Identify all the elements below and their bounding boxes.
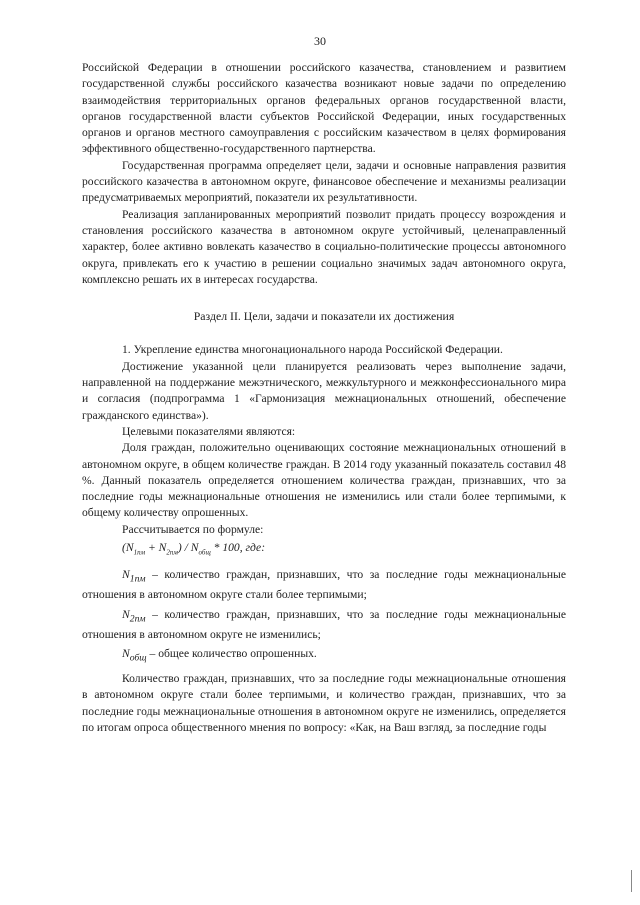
section-heading: Раздел II. Цели, задачи и показатели их достижения [193,309,455,324]
paragraph: Рассчитывается по формуле: [122,522,264,536]
formula-variable-definition: $N_{2пм}$ – количество граждан, признавших, что за последние годы межнациональные отношения в автономном округе не изменились; [82,607,566,642]
paragraph: Государственная программа определяет цели, задачи и основные направления развития российского казачества в автономном округе, финансовое обеспечение и механизмы реализации предусматриваемых мероприятий, показатели их результативности. [82,158,566,205]
formula-variable-definition: $N_{1пм}$ – количество граждан, признавших, что за последние годы межнациональные отношения в автономном округе стали более терпимыми; [82,567,566,602]
formula-variable-definition: $N_{общ}$ – общее количество опрошенных. [122,647,317,664]
paragraph: Доля граждан, положительно оценивающих состояние межнациональных отношений в автономном округе, в общем количестве граждан. В 2014 году указанный показатель составил 48 %. Данный показатель определяется отношением количества граждан, признавших, что за последние годы межнациональные отношения не изменились или стали более терпимыми, к общему количеству опрошенных. [82,441,566,520]
paragraph: Целевыми показателями являются: [122,424,296,438]
page-number: 30 [314,34,326,48]
paragraph: Достижение указанной цели планируется реализовать через выполнение задачи, направленной на поддержание межэтнического, межкультурного и межконфессионального мира и согласия (подпрограмма 1 «Гармонизация межнациональных отношений, обеспечение гражданского единства»). [82,359,566,422]
goal-item: 1. Укрепление единства многонационального народа Российской Федерации. [122,343,503,357]
formula: $(N_{1пм} + N_{2пм}) / N_{общ} * 100$, где: [122,541,266,557]
document-body [82,60,566,736]
paragraph: Российской Федерации в отношении российского казачества, становлением и развитием государственной службы российского казачества возникают новые задачи по определению взаимодействия территориальных органов федеральных органов государственной власти, органов государственной власти субъектов Российской Федерации, иных государственных органов и органов местного самоуправления с российским казачеством в целях формирования эффективного общественно-государственного партнерства. [82,61,566,156]
paragraph: Реализация запланированных мероприятий позволит придать процессу возрождения и становления российского казачества в автономном округе устойчивый, целенаправленный характер, более активно вовлекать казачество в социально-политические процессы автономного округа, привлекать его к участию в решении социально значимых задач автономного округа, комплексно решать их в интересах государства. [82,207,566,286]
scan-margin-mark [631,870,632,892]
paragraph: Количество граждан, признавших, что за последние годы межнациональные отношения в автономном округе стали более терпимыми, и количество граждан, признавших, что за последние годы межнациональные отношения в автономном округе не изменились, определяется по итогам опроса общественного мнения по вопросу: «Как, на Ваш взгляд, за последние годы [82,672,566,734]
